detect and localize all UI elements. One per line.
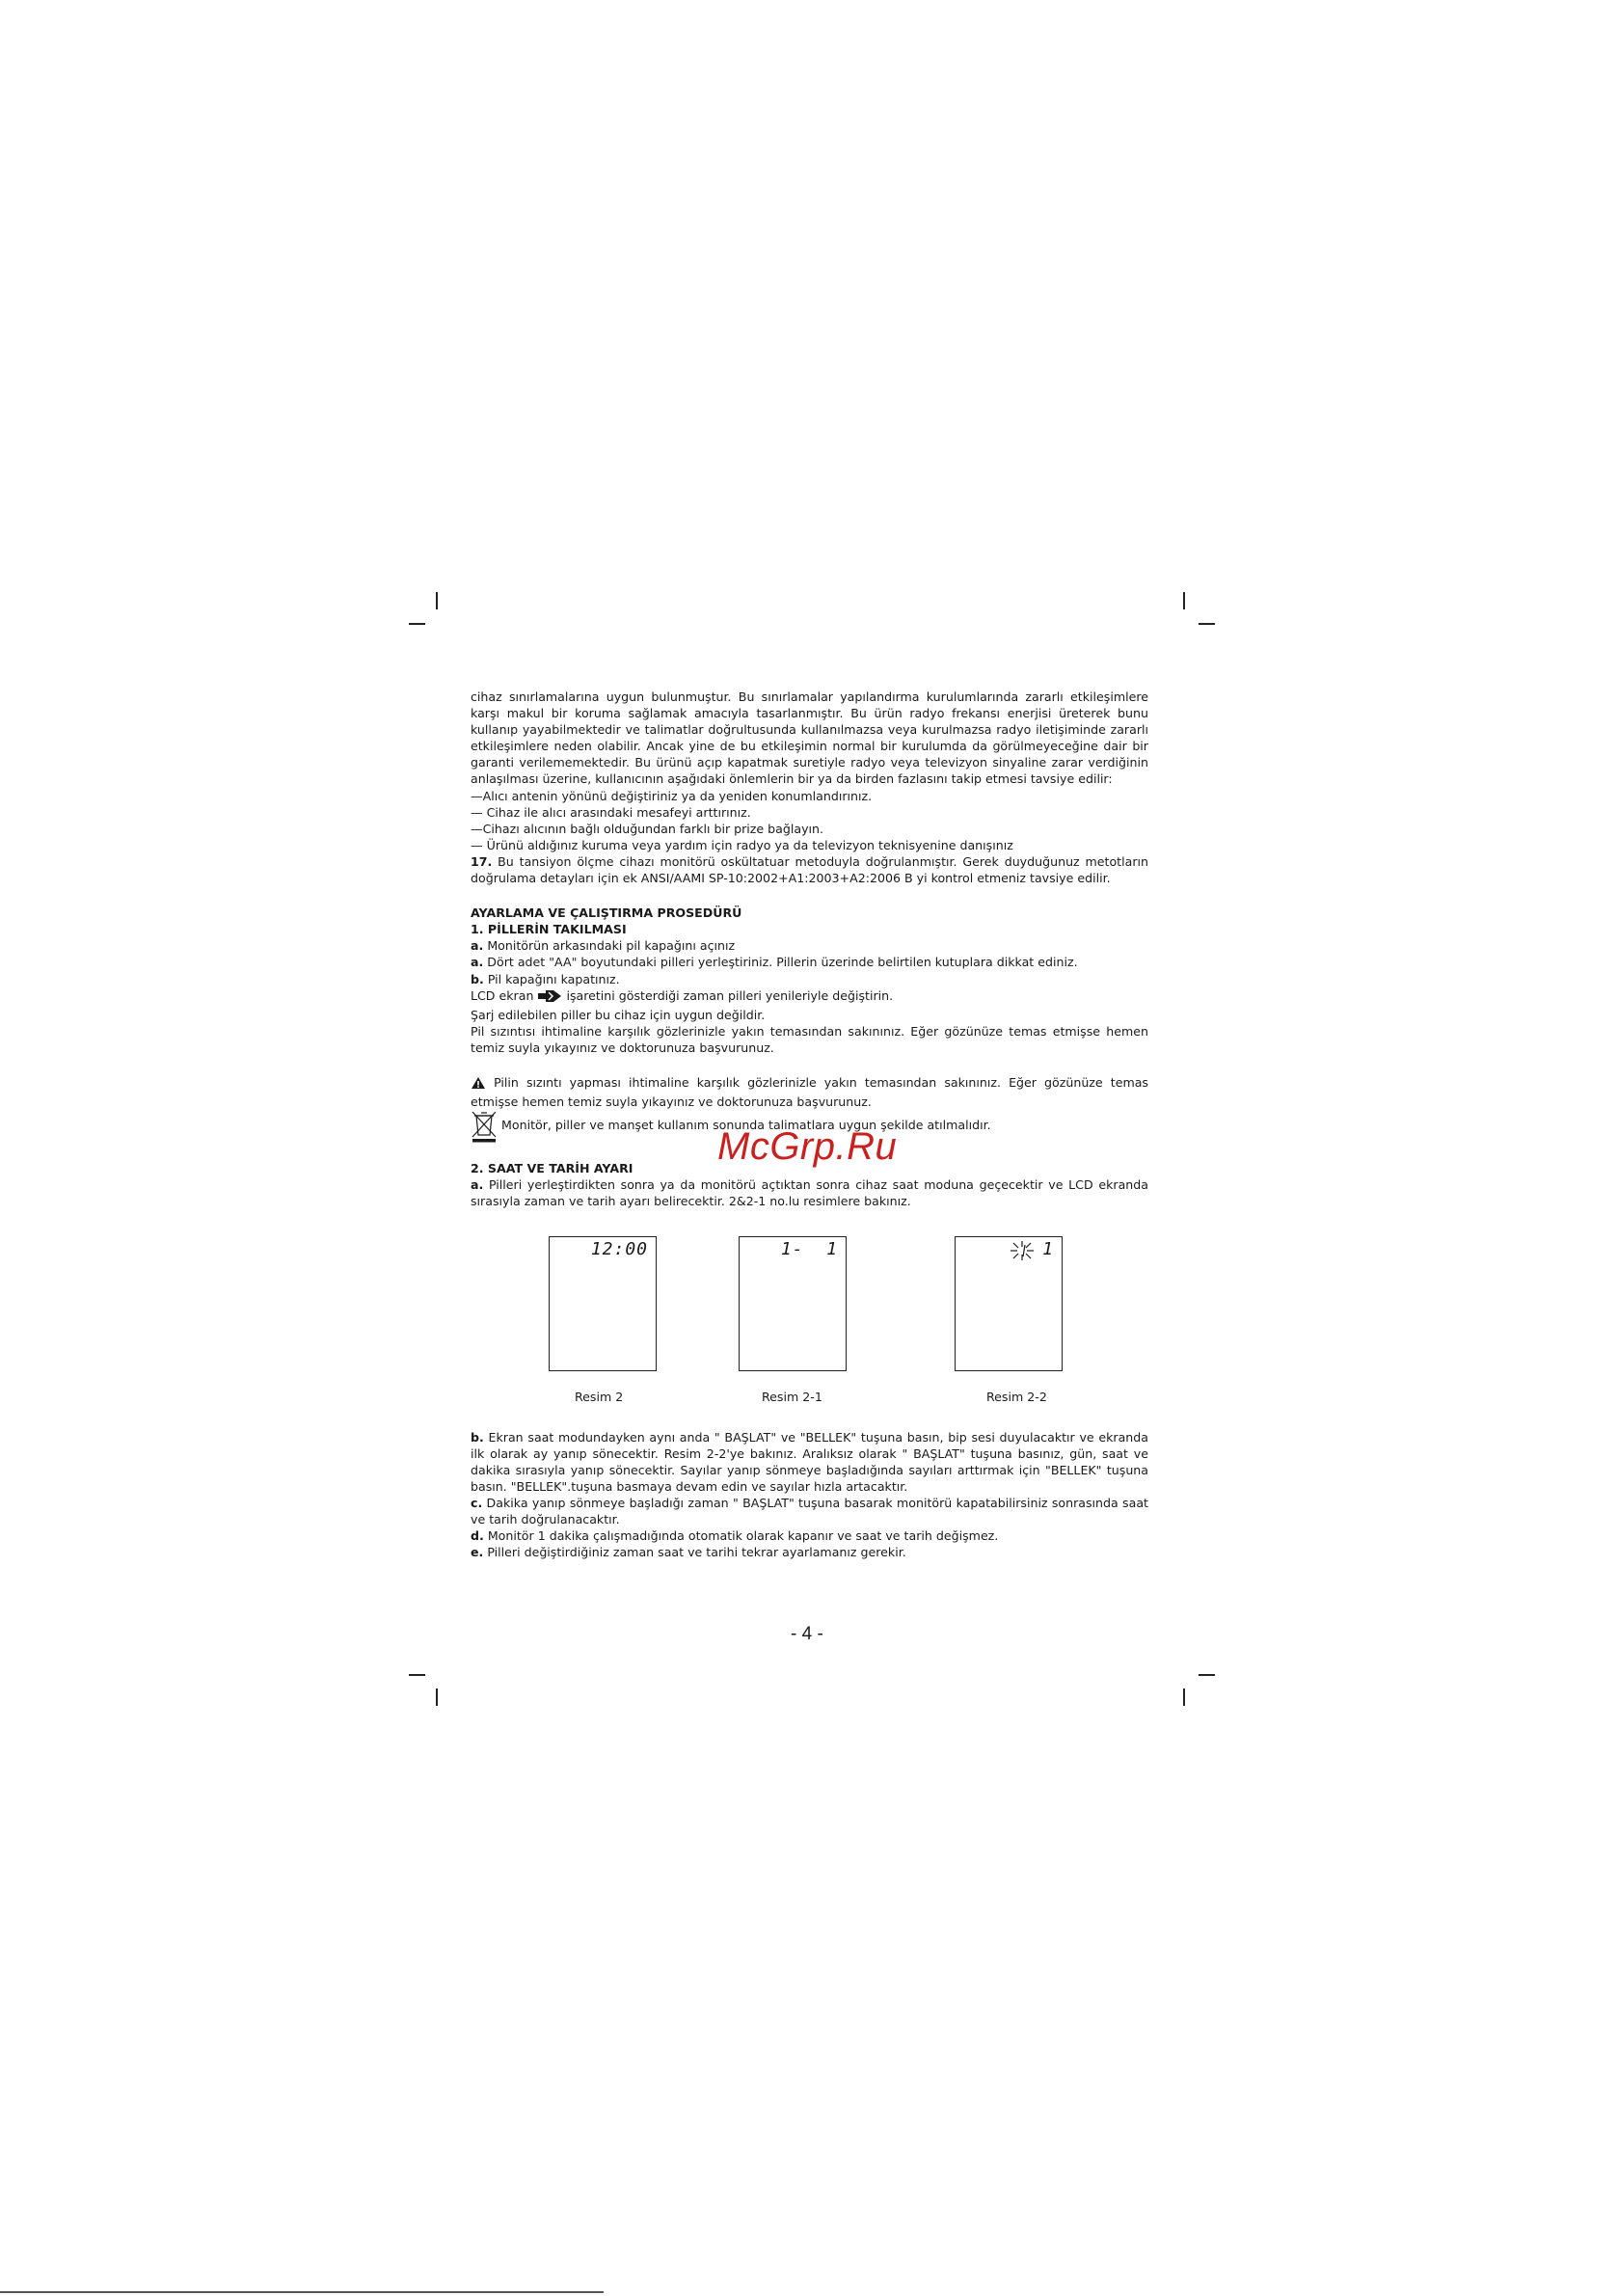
text-span: LCD ekran xyxy=(471,987,538,1003)
disposal-text: Monitör, piller ve manşet kullanım sonunda talimatlara uygun şekilde atılmalıdır. xyxy=(501,1118,991,1133)
list-item xyxy=(471,1495,1148,1527)
item-letter: e. xyxy=(471,1545,484,1560)
crop-mark xyxy=(409,1674,425,1676)
item-text: Dört adet "AA" boyutundaki pilleri yerleştiriniz. Pillerin üzerinde belirtilen kutuplara dikkat ediniz. xyxy=(483,955,1078,970)
subsection-title: 2. SAAT VE TARİH AYARI xyxy=(471,1161,633,1176)
page-number: - 4 - xyxy=(791,1624,823,1644)
item-text: Ekran saat modundayken aynı anda " BAŞLAT" ve "BELLEK" tuşuna basın, bip sesi duyulacaktır ve ekranda ilk olarak ay yanıp sönecektir. Resim 2-2'ye bakınız. Aralıksız olarak " BAŞLAT" tuşuna basınız, gün, saat ve dakika sırasıyla yanıp sönecektir. Sayılar yanıp sönmeye başladığında sayıları arttırmak için "BELLEK" tuşuna basın. "BELLEK".tuşuna basmaya devam edin ve sayılar hızla artacaktır. xyxy=(471,1429,1148,1494)
paragraph: cihaz sınırlamalarına uygun bulunmuştur. Bu sınırlamalar yapılandırma kurulumlarında zararlı etkileşimlere karşı makul bir koruma sağlamak amacıyla tasarlanmıştır. Bu ürün radyo frekansı enerjisi üreterek bunu kullanıp yayabilmektedir ve talimatlar doğrultusunda kullanılmazsa veya kurulmazsa radyo iletişiminde zararlı etkileşimlere neden olabilir. Ancak yine de bu etkileşimin normal bir kurulumda da görülmeyeceğine dair bir garanti verilememektedir. Bu ürünü açıp kapatmak suretiyle radyo veya televizyon sinyaline zarar verdiğinin anlaşılması üzerine, kullanıcının aşağıdaki önlemlerin bir ya da birden fazlasını takip etmesi tavsiye edilir: xyxy=(471,689,1148,787)
lcd-display: 1 xyxy=(1042,1238,1054,1259)
item-letter: a. xyxy=(471,955,484,970)
item-letter: d. xyxy=(471,1528,484,1544)
crop-mark xyxy=(1199,1674,1215,1676)
list-item: — Ürünü aldığınız kuruma veya yardım için radyo ya da televizyon teknisyenine danışınız xyxy=(471,837,1013,852)
item-text: Dakika yanıp sönmeye başladığı zaman " BAŞLAT" tuşuna basarak monitörü kapatabilirsiniz sonrasında saat ve tarih doğrulanacaktır. xyxy=(471,1495,1148,1526)
list-item xyxy=(471,1544,1148,1560)
warning-text: Pilin sızıntı yapması ihtimaline karşılık gözlerinizle yakın temasından sakınınız. Eğer gözünüze temas etmişse hemen temiz suyla yıkayınız ve doktorunuza başvurunuz. xyxy=(471,1074,1148,1110)
figure-caption: Resim 2-1 xyxy=(762,1389,822,1404)
item-text: Monitör 1 dakika çalışmadığında otomatik olarak kapanır ve saat ve tarih değişmez. xyxy=(483,1528,999,1544)
list-item xyxy=(471,1429,1148,1495)
crop-mark xyxy=(1199,623,1215,625)
item-text: Pilleri değiştirdiğiniz zaman saat ve tarihi tekrar ayarlamanız gerekir. xyxy=(483,1545,906,1560)
item-number: 17. xyxy=(471,853,493,869)
watermark: McGrp.Ru xyxy=(717,1125,898,1168)
divider xyxy=(0,2291,604,2293)
blinking-indicator-icon xyxy=(1008,1239,1037,1266)
list-item xyxy=(471,1176,1148,1209)
item-letter: b. xyxy=(471,1429,484,1445)
crossed-bin-icon xyxy=(471,1110,498,1147)
crop-mark xyxy=(409,623,425,625)
low-battery-icon xyxy=(537,989,562,1007)
crop-mark xyxy=(436,592,438,609)
section-title: AYARLAMA VE ÇALIŞTIRMA PROSEDÜRÜ xyxy=(471,905,742,921)
list-item: — Cihaz ile alıcı arasındaki mesafeyi arttırınız. xyxy=(471,804,751,820)
item-letter: c. xyxy=(471,1495,483,1510)
list-item xyxy=(471,1527,1148,1544)
list-item: —Cihazı alıcının bağlı olduğundan farklı bir prize bağlayın. xyxy=(471,821,824,836)
paragraph xyxy=(471,853,1148,886)
crop-mark xyxy=(436,1688,438,1706)
warning-note xyxy=(471,1074,1148,1110)
figure-caption: Resim 2-2 xyxy=(986,1389,1047,1404)
crop-mark xyxy=(1183,1688,1185,1706)
warning-triangle-icon xyxy=(471,1076,486,1094)
paragraph: Pil sızıntısı ihtimaline karşılık gözlerinizle yakın temasından sakınınız. Eğer gözünüze temas etmişse hemen temiz suyla yıkayınız ve doktorunuza başvurunuz. xyxy=(471,1023,1148,1055)
list-item xyxy=(471,937,1148,954)
figure-caption: Resim 2 xyxy=(575,1389,624,1404)
lcd-display: 1- 1 xyxy=(780,1238,838,1259)
crop-mark xyxy=(1183,592,1185,609)
paragraph xyxy=(471,987,1148,1007)
subsection-title: 1. PİLLERİN TAKILMASI xyxy=(471,922,627,937)
item-letter: a. xyxy=(471,938,484,954)
item-text: Bu tansiyon ölçme cihazı monitörü oskültatuar metoduyla doğrulanmıştır. Gerek duyduğunuz metotların doğrulama detayları için ek ANSI/AAMI SP-10:2002+A1:2003+A2:2006 B yi kontrol etmeniz tavsiye edilir. xyxy=(471,853,1148,886)
item-text: Pil kapağını kapatınız. xyxy=(483,971,620,986)
list-item xyxy=(471,954,1148,970)
lcd-figure xyxy=(549,1236,657,1371)
list-item: —Alıcı antenin yönünü değiştiriniz ya da yeniden konumlandırınız. xyxy=(471,788,873,803)
item-text: Monitörün arkasındaki pil kapağını açınız xyxy=(487,938,736,954)
paragraph: Şarj edilebilen piller bu cihaz için uygun değildir. xyxy=(471,1007,766,1022)
item-text: Pilleri yerleştirdikten sonra ya da monitörü açtıktan sonra cihaz saat moduna geçecektir ve LCD ekranda sırasıyla zaman ve tarih ayarı belirecektir. 2&2-1 no.lu resimlere bakınız. xyxy=(471,1177,1148,1209)
item-letter: a. xyxy=(471,1177,484,1193)
lcd-figure xyxy=(739,1236,847,1371)
list-item xyxy=(471,971,1148,987)
lcd-figures xyxy=(471,1236,1148,1429)
lcd-display: 12:00 xyxy=(590,1238,648,1259)
item-letter: b. xyxy=(471,971,484,986)
text-span: işaretini gösterdiği zaman pilleri yenileriyle değiştirin. xyxy=(562,987,894,1003)
lcd-figure xyxy=(955,1236,1063,1371)
